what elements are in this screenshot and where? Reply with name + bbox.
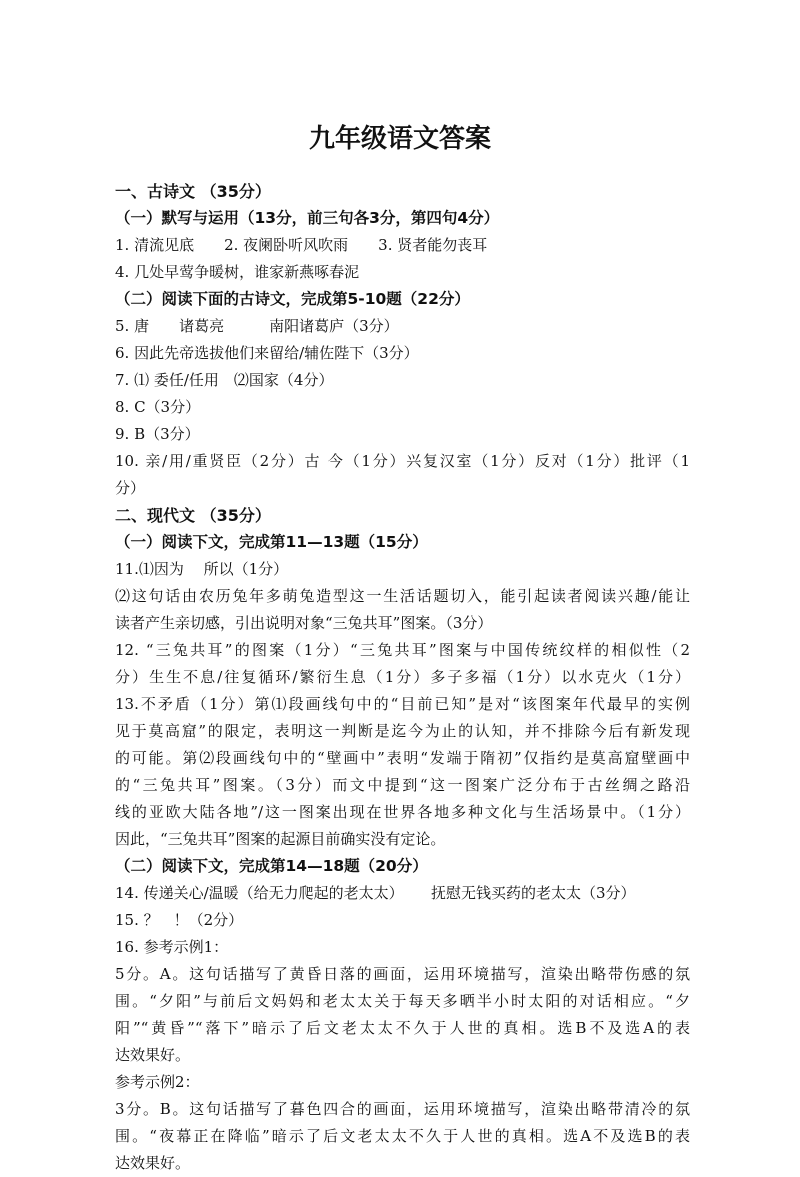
answer-line: 8. C（3分）	[115, 398, 201, 416]
answer-line: 15. ？ ！（2分）	[115, 911, 244, 929]
subsection-heading: （二）阅读下面的古诗文，完成第5-10题（22分）	[115, 290, 470, 308]
answer-line: 12. “三兔共耳”的图案（1分）“三兔共耳”图案与中国传统纹样的相似性（2	[115, 641, 690, 659]
subsection-heading: （二）阅读下文，完成第14—18题（20分）	[115, 857, 428, 875]
answer-line: 7. ⑴ 委任/任用 ⑵国家（4分）	[115, 371, 334, 389]
answer-line: 5. 唐 诸葛亮 南阳诸葛庐（3分）	[115, 317, 399, 335]
answer-line: ⑵这句话由农历兔年多萌兔造型这一生活话题切入，能引起读者阅读兴趣/能让	[115, 587, 690, 605]
answer-line: 4. 几处早莺争暖树，谁家新燕啄春泥	[115, 263, 360, 281]
answer-line: 分）生生不息/往复循环/繁衍生息（1分）多子多福（1分）以水克火（1分）	[115, 668, 690, 686]
answer-line: 6. 因此先帝选拔他们来留给/辅佐陛下（3分）	[115, 344, 419, 362]
answer-line: 14. 传递关心/温暖（给无力爬起的老太太） 抚慰无钱买药的老太太（3分）	[115, 884, 636, 902]
answer-line: 因此，“三兔共耳”图案的起源目前确实没有定论。	[115, 830, 446, 848]
page-title: 九年级语文答案	[308, 124, 491, 154]
answer-line: 16. 参考示例1：	[115, 938, 229, 956]
answer-line: 达效果好。	[115, 1046, 191, 1064]
subsection-heading: （一）默写与运用（13分，前三句各3分，第四句4分）	[115, 209, 500, 227]
answer-line: 9. B（3分）	[115, 425, 200, 443]
answer-line: 13.不矛盾（1分）第⑴段画线句中的“目前已知”是对“该图案年代最早的实例	[115, 695, 690, 713]
answer-line: 参考示例2：	[115, 1073, 200, 1091]
answer-line: 的可能。第⑵段画线句中的“壁画中”表明“发端于隋初”仅指约是莫高窟壁画中	[115, 749, 690, 767]
answer-line: 见于莫高窟”的限定，表明这一判断是迄今为止的认知，并不排除今后有新发现	[115, 722, 690, 740]
answer-line: 1. 清流见底 2. 夜阑卧听风吹雨 3. 贤者能勿丧耳	[115, 236, 488, 254]
answer-line: 线的亚欧大陆各地”/这一图案出现在世界各地多种文化与生活场景中。（1分）	[115, 803, 690, 821]
subsection-heading: （一）阅读下文，完成第11—13题（15分）	[115, 533, 428, 551]
section-heading: 二、现代文 （35分）	[115, 506, 271, 525]
answer-line: 阳”“黄昏”“落下”暗示了后文老太太不久于人世的真相。选B不及选A的表	[115, 1019, 690, 1037]
answer-body	[115, 178, 690, 1177]
answer-line: 10. 亲/用/重贤臣（2分）古 今（1分）兴复汉室（1分）反对（1分）批评（1	[115, 452, 690, 470]
section-heading: 一、古诗文 （35分）	[115, 182, 271, 201]
answer-line: 围。“夜幕正在降临”暗示了后文老太太不久于人世的真相。选A不及选B的表	[115, 1127, 690, 1145]
answer-line: 3分。B。这句话描写了暮色四合的画面，运用环境描写，渲染出略带清冷的氛	[115, 1100, 690, 1118]
answer-line: 围。“夕阳”与前后文妈妈和老太太关于每天多晒半小时太阳的对话相应。“夕	[115, 992, 690, 1010]
answer-line: 11.⑴因为 所以（1分）	[115, 560, 289, 578]
answer-line: 分）	[115, 479, 146, 497]
answer-line: 达效果好。	[115, 1154, 191, 1172]
answer-line: 的“三兔共耳”图案。（3分）而文中提到“这一图案广泛分布于古丝绸之路沿	[115, 776, 690, 794]
answer-line: 5分。A。这句话描写了黄昏日落的画面，运用环境描写，渲染出略带伤感的氛	[115, 965, 690, 983]
answer-line: 读者产生亲切感，引出说明对象“三兔共耳”图案。（3分）	[115, 614, 493, 632]
